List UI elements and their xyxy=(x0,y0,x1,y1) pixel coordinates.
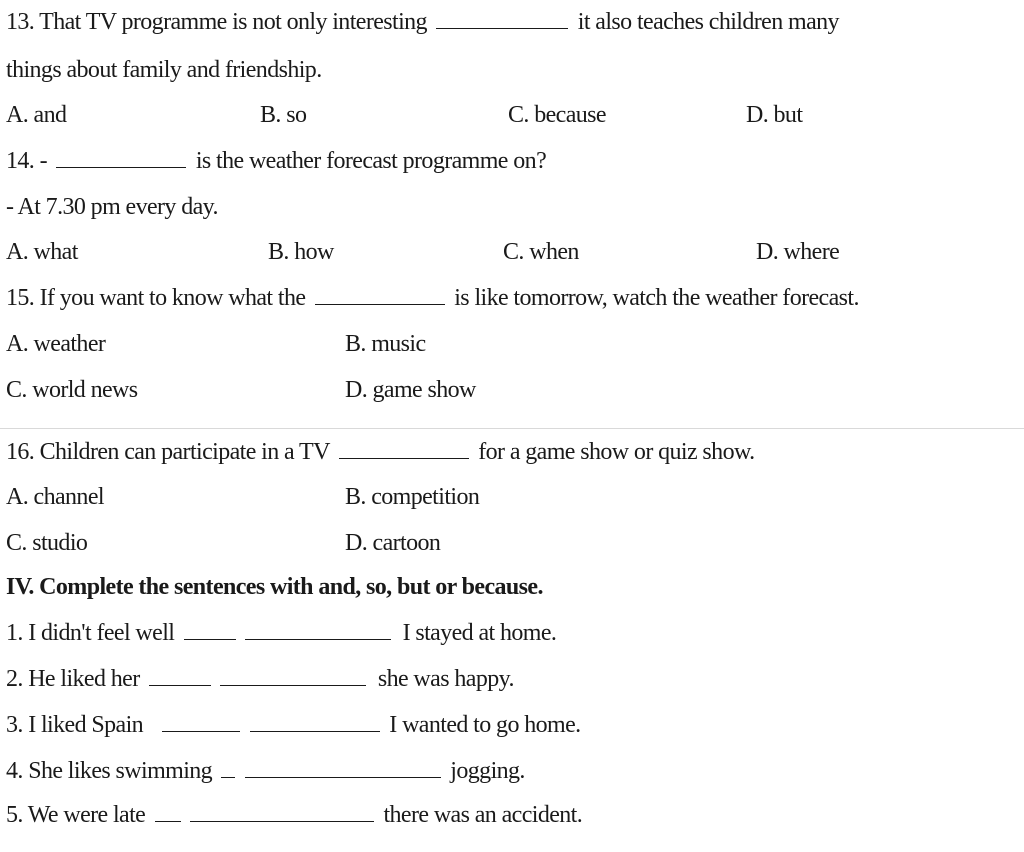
q15-option-c[interactable]: C. world news xyxy=(6,377,138,403)
section-4-item-3 xyxy=(6,711,581,739)
question-15-blank[interactable] xyxy=(315,286,445,305)
question-15-line xyxy=(6,284,859,312)
item-3-conjunction-blank[interactable] xyxy=(162,713,240,732)
question-13-line xyxy=(6,8,839,36)
question-16-blank[interactable] xyxy=(339,440,469,459)
item-2-text-start: 2. He liked her xyxy=(6,666,140,692)
q14-option-c[interactable]: C. when xyxy=(503,239,579,265)
section-4-heading: IV. Complete the sentences with and, so, but or because. xyxy=(6,574,543,600)
question-15-text-end: is like tomorrow, watch the weather forecast. xyxy=(454,285,859,311)
section-4-item-1 xyxy=(6,619,556,647)
item-5-conjunction-blank[interactable] xyxy=(155,803,181,822)
item-5-answer-blank[interactable] xyxy=(190,803,374,822)
q13-option-b[interactable]: B. so xyxy=(260,102,307,128)
item-2-answer-blank[interactable] xyxy=(220,667,366,686)
question-14-text-end: is the weather forecast programme on? xyxy=(195,148,547,174)
item-4-text-start: 4. She likes swimming xyxy=(6,758,213,784)
q16-option-a[interactable]: A. channel xyxy=(6,484,104,510)
item-2-conjunction-blank[interactable] xyxy=(149,667,211,686)
section-4-item-4 xyxy=(6,757,525,785)
question-15-text-start: 15. If you want to know what the xyxy=(6,285,306,311)
q15-option-d[interactable]: D. game show xyxy=(345,377,476,403)
question-13-blank[interactable] xyxy=(436,10,568,29)
question-13-text-start: 13. That TV programme is not only interesting xyxy=(6,9,427,35)
item-5-text-start: 5. We were late xyxy=(6,802,146,828)
question-16-line xyxy=(6,438,755,466)
q13-option-d[interactable]: D. but xyxy=(746,102,803,128)
q13-option-a[interactable]: A. and xyxy=(6,102,67,128)
item-1-text-end: I stayed at home. xyxy=(402,620,557,646)
item-4-text-end: jogging. xyxy=(450,758,525,784)
q13-option-c[interactable]: C. because xyxy=(508,102,606,128)
q15-option-a[interactable]: A. weather xyxy=(6,331,106,357)
item-3-text-start: 3. I liked Spain xyxy=(6,712,144,738)
item-1-conjunction-blank[interactable] xyxy=(184,621,236,640)
question-13-continuation: things about family and friendship. xyxy=(6,57,322,83)
item-2-text-end: she was happy. xyxy=(377,666,514,692)
q16-option-b[interactable]: B. competition xyxy=(345,484,480,510)
item-3-answer-blank[interactable] xyxy=(250,713,380,732)
section-4-item-5 xyxy=(6,801,582,829)
q14-option-b[interactable]: B. how xyxy=(268,239,334,265)
item-1-text-start: 1. I didn't feel well xyxy=(6,620,175,646)
question-16-text-end: for a game show or quiz show. xyxy=(478,439,755,465)
item-4-conjunction-blank[interactable] xyxy=(221,759,235,778)
question-14-text-start: 14. - xyxy=(6,148,47,174)
section-divider xyxy=(0,428,1024,429)
q14-option-d[interactable]: D. where xyxy=(756,239,840,265)
question-14-blank[interactable] xyxy=(56,149,186,168)
question-13-text-end: it also teaches children many xyxy=(577,9,839,35)
section-4-item-2 xyxy=(6,665,514,693)
item-1-answer-blank[interactable] xyxy=(245,621,391,640)
question-14-line xyxy=(6,147,546,175)
item-4-answer-blank[interactable] xyxy=(245,759,441,778)
item-3-text-end: I wanted to go home. xyxy=(389,712,581,738)
q14-option-a[interactable]: A. what xyxy=(6,239,78,265)
q15-option-b[interactable]: B. music xyxy=(345,331,426,357)
q16-option-c[interactable]: C. studio xyxy=(6,530,88,556)
question-14-answer: - At 7.30 pm every day. xyxy=(6,194,218,220)
q16-option-d[interactable]: D. cartoon xyxy=(345,530,441,556)
question-16-text-start: 16. Children can participate in a TV xyxy=(6,439,330,465)
item-5-text-end: there was an accident. xyxy=(383,802,583,828)
